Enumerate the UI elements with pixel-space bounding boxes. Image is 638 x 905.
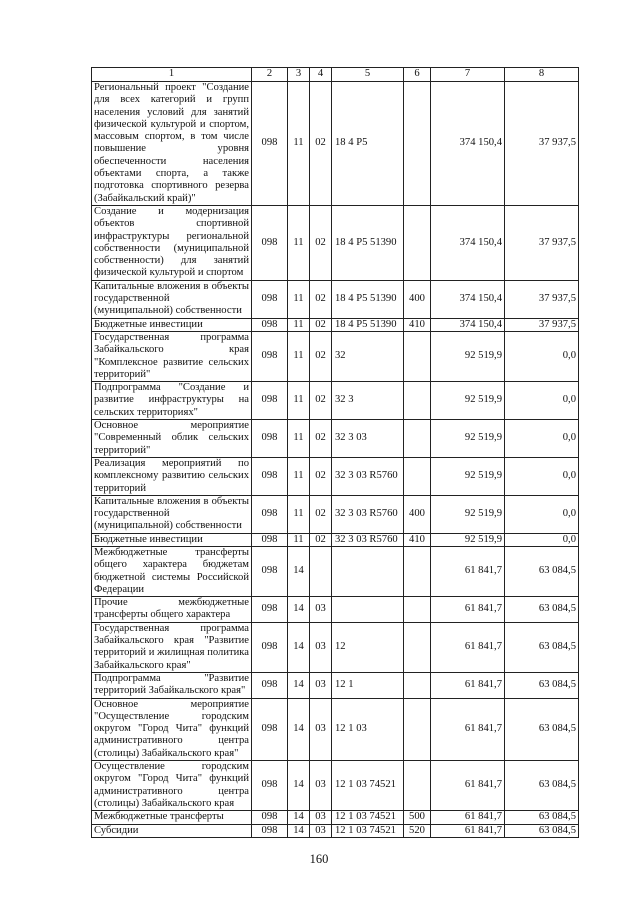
row-grbs-cell: 098 <box>252 811 288 824</box>
row-grbs-cell: 098 <box>252 318 288 331</box>
row-amount-year2-cell: 63 084,5 <box>505 546 579 596</box>
row-grbs-cell: 098 <box>252 82 288 206</box>
row-subsection-cell: 02 <box>310 533 332 546</box>
row-target-code-cell: 32 3 03 <box>332 420 404 458</box>
row-section-cell: 11 <box>288 318 310 331</box>
row-section-cell: 14 <box>288 597 310 623</box>
table-row <box>92 280 579 318</box>
row-expense-type-cell: 520 <box>404 824 431 837</box>
col-header-6: 6 <box>404 68 431 82</box>
row-amount-year2-cell: 37 937,5 <box>505 82 579 206</box>
row-expense-type-cell <box>404 82 431 206</box>
table-row <box>92 811 579 824</box>
row-name-cell: Бюджетные инвестиции <box>92 533 252 546</box>
row-amount-year1-cell: 92 519,9 <box>431 382 505 420</box>
row-target-code-cell: 32 3 <box>332 382 404 420</box>
row-subsection-cell <box>310 546 332 596</box>
row-target-code-cell: 32 3 03 R5760 <box>332 457 404 495</box>
row-grbs-cell: 098 <box>252 698 288 760</box>
row-subsection-cell: 03 <box>310 761 332 811</box>
row-subsection-cell: 03 <box>310 824 332 837</box>
row-name-cell: Государственная программа Забайкальского края "Развитие территорий и жилищная политика Забайкальского края" <box>92 622 252 672</box>
row-target-code-cell: 32 3 03 R5760 <box>332 495 404 533</box>
row-section-cell: 14 <box>288 546 310 596</box>
row-grbs-cell: 098 <box>252 457 288 495</box>
table-row <box>92 382 579 420</box>
row-name-cell: Осуществление городским округом "Город Чита" функций административного центра (столицы) Забайкальского края <box>92 761 252 811</box>
row-amount-year2-cell: 63 084,5 <box>505 698 579 760</box>
row-expense-type-cell <box>404 420 431 458</box>
row-subsection-cell: 03 <box>310 672 332 698</box>
row-expense-type-cell <box>404 761 431 811</box>
row-subsection-cell: 02 <box>310 420 332 458</box>
row-name-cell: Основное мероприятие "Современный облик сельских территорий" <box>92 420 252 458</box>
table-row <box>92 420 579 458</box>
header-row <box>92 68 579 82</box>
col-header-5: 5 <box>332 68 404 82</box>
table-row <box>92 495 579 533</box>
row-grbs-cell: 098 <box>252 546 288 596</box>
row-expense-type-cell: 410 <box>404 533 431 546</box>
row-amount-year1-cell: 374 150,4 <box>431 318 505 331</box>
row-name-cell: Региональный проект "Создание для всех категорий и групп населения условий для занятий физической культурой и спортом, массовым спортом, в том числе повышение уровня обеспеченности населения объектами спорта, а также подготовка спортивного резерва (Забайкальский край)" <box>92 82 252 206</box>
col-header-4: 4 <box>310 68 332 82</box>
row-section-cell: 11 <box>288 420 310 458</box>
table-row <box>92 597 579 623</box>
row-target-code-cell: 12 1 03 <box>332 698 404 760</box>
row-section-cell: 11 <box>288 495 310 533</box>
table-row <box>92 331 579 381</box>
row-target-code-cell <box>332 546 404 596</box>
row-name-cell: Субсидии <box>92 824 252 837</box>
table-row <box>92 533 579 546</box>
row-target-code-cell: 32 3 03 R5760 <box>332 533 404 546</box>
row-grbs-cell: 098 <box>252 622 288 672</box>
row-expense-type-cell: 400 <box>404 280 431 318</box>
row-grbs-cell: 098 <box>252 672 288 698</box>
row-subsection-cell: 03 <box>310 597 332 623</box>
row-section-cell: 11 <box>288 82 310 206</box>
row-amount-year1-cell: 61 841,7 <box>431 698 505 760</box>
row-amount-year2-cell: 0,0 <box>505 382 579 420</box>
row-amount-year1-cell: 374 150,4 <box>431 82 505 206</box>
row-amount-year1-cell: 61 841,7 <box>431 761 505 811</box>
row-target-code-cell <box>332 597 404 623</box>
row-name-cell: Подпрограмма "Развитие территорий Забайкальского края" <box>92 672 252 698</box>
row-amount-year1-cell: 92 519,9 <box>431 457 505 495</box>
row-amount-year2-cell: 37 937,5 <box>505 205 579 280</box>
row-target-code-cell: 18 4 P5 51390 <box>332 318 404 331</box>
row-amount-year1-cell: 61 841,7 <box>431 811 505 824</box>
row-amount-year2-cell: 63 084,5 <box>505 597 579 623</box>
row-grbs-cell: 098 <box>252 824 288 837</box>
row-section-cell: 11 <box>288 205 310 280</box>
row-amount-year2-cell: 63 084,5 <box>505 761 579 811</box>
row-grbs-cell: 098 <box>252 420 288 458</box>
row-amount-year2-cell: 37 937,5 <box>505 318 579 331</box>
row-expense-type-cell <box>404 597 431 623</box>
row-grbs-cell: 098 <box>252 382 288 420</box>
row-target-code-cell: 32 <box>332 331 404 381</box>
row-expense-type-cell <box>404 622 431 672</box>
row-section-cell: 11 <box>288 382 310 420</box>
row-expense-type-cell <box>404 205 431 280</box>
row-amount-year2-cell: 0,0 <box>505 495 579 533</box>
col-header-7: 7 <box>431 68 505 82</box>
row-grbs-cell: 098 <box>252 495 288 533</box>
row-subsection-cell: 02 <box>310 495 332 533</box>
table-row <box>92 622 579 672</box>
budget-table <box>91 67 579 838</box>
row-expense-type-cell: 400 <box>404 495 431 533</box>
row-grbs-cell: 098 <box>252 280 288 318</box>
table-row <box>92 205 579 280</box>
row-section-cell: 14 <box>288 761 310 811</box>
row-target-code-cell: 12 1 03 74521 <box>332 761 404 811</box>
row-section-cell: 14 <box>288 824 310 837</box>
row-subsection-cell: 03 <box>310 622 332 672</box>
row-amount-year2-cell: 0,0 <box>505 533 579 546</box>
row-amount-year2-cell: 0,0 <box>505 457 579 495</box>
row-amount-year1-cell: 374 150,4 <box>431 205 505 280</box>
row-target-code-cell: 18 4 P5 51390 <box>332 280 404 318</box>
row-name-cell: Государственная программа Забайкальского края "Комплексное развитие сельских территорий" <box>92 331 252 381</box>
row-expense-type-cell <box>404 546 431 596</box>
row-name-cell: Капитальные вложения в объекты государственной (муниципальной) собственности <box>92 280 252 318</box>
row-name-cell: Реализация мероприятий по комплексному развитию сельских территорий <box>92 457 252 495</box>
row-target-code-cell: 12 <box>332 622 404 672</box>
row-name-cell: Прочие межбюджетные трансферты общего характера <box>92 597 252 623</box>
row-section-cell: 14 <box>288 622 310 672</box>
table-row <box>92 672 579 698</box>
row-subsection-cell: 03 <box>310 698 332 760</box>
row-expense-type-cell <box>404 698 431 760</box>
row-expense-type-cell: 410 <box>404 318 431 331</box>
table-row <box>92 546 579 596</box>
row-amount-year2-cell: 63 084,5 <box>505 824 579 837</box>
col-header-8: 8 <box>505 68 579 82</box>
row-expense-type-cell <box>404 672 431 698</box>
row-amount-year1-cell: 92 519,9 <box>431 495 505 533</box>
row-name-cell: Основное мероприятие "Осуществление городским округом "Город Чита" функций административного центра (столицы) Забайкальского края" <box>92 698 252 760</box>
table-row <box>92 698 579 760</box>
row-amount-year1-cell: 61 841,7 <box>431 672 505 698</box>
table-row <box>92 824 579 837</box>
row-subsection-cell: 02 <box>310 331 332 381</box>
row-grbs-cell: 098 <box>252 597 288 623</box>
page-number: 160 <box>309 852 329 866</box>
row-name-cell: Межбюджетные трансферты <box>92 811 252 824</box>
row-grbs-cell: 098 <box>252 331 288 381</box>
row-expense-type-cell <box>404 331 431 381</box>
row-name-cell: Бюджетные инвестиции <box>92 318 252 331</box>
row-subsection-cell: 02 <box>310 82 332 206</box>
table-row <box>92 318 579 331</box>
row-subsection-cell: 02 <box>310 318 332 331</box>
row-target-code-cell: 12 1 03 74521 <box>332 811 404 824</box>
row-grbs-cell: 098 <box>252 761 288 811</box>
table-body <box>92 82 579 838</box>
row-grbs-cell: 098 <box>252 205 288 280</box>
row-amount-year1-cell: 374 150,4 <box>431 280 505 318</box>
row-subsection-cell: 02 <box>310 280 332 318</box>
row-name-cell: Межбюджетные трансферты общего характера бюджетам бюджетной системы Российской Федерации <box>92 546 252 596</box>
row-amount-year2-cell: 0,0 <box>505 420 579 458</box>
row-amount-year1-cell: 92 519,9 <box>431 331 505 381</box>
row-target-code-cell: 12 1 <box>332 672 404 698</box>
row-expense-type-cell <box>404 457 431 495</box>
row-subsection-cell: 03 <box>310 811 332 824</box>
row-section-cell: 11 <box>288 331 310 381</box>
row-subsection-cell: 02 <box>310 382 332 420</box>
table-row <box>92 761 579 811</box>
row-section-cell: 11 <box>288 533 310 546</box>
row-section-cell: 14 <box>288 672 310 698</box>
row-amount-year2-cell: 63 084,5 <box>505 622 579 672</box>
col-header-3: 3 <box>288 68 310 82</box>
row-section-cell: 14 <box>288 698 310 760</box>
row-amount-year1-cell: 92 519,9 <box>431 420 505 458</box>
row-name-cell: Капитальные вложения в объекты государственной (муниципальной) собственности <box>92 495 252 533</box>
row-section-cell: 11 <box>288 280 310 318</box>
table-row <box>92 82 579 206</box>
row-grbs-cell: 098 <box>252 533 288 546</box>
row-subsection-cell: 02 <box>310 457 332 495</box>
row-amount-year2-cell: 0,0 <box>505 331 579 381</box>
row-amount-year2-cell: 37 937,5 <box>505 280 579 318</box>
row-amount-year1-cell: 61 841,7 <box>431 824 505 837</box>
row-amount-year2-cell: 63 084,5 <box>505 672 579 698</box>
row-expense-type-cell <box>404 382 431 420</box>
table-row <box>92 457 579 495</box>
row-amount-year2-cell: 63 084,5 <box>505 811 579 824</box>
row-amount-year1-cell: 61 841,7 <box>431 546 505 596</box>
row-section-cell: 11 <box>288 457 310 495</box>
row-subsection-cell: 02 <box>310 205 332 280</box>
row-name-cell: Подпрограмма "Создание и развитие инфраструктуры на сельских территориях" <box>92 382 252 420</box>
row-name-cell: Создание и модернизация объектов спортивной инфраструктуры региональной собственности (муниципальной собственности) для занятий физической культурой и спортом <box>92 205 252 280</box>
row-expense-type-cell: 500 <box>404 811 431 824</box>
row-amount-year1-cell: 61 841,7 <box>431 622 505 672</box>
row-amount-year1-cell: 92 519,9 <box>431 533 505 546</box>
col-header-1: 1 <box>92 68 252 82</box>
col-header-2: 2 <box>252 68 288 82</box>
row-section-cell: 14 <box>288 811 310 824</box>
row-target-code-cell: 18 4 P5 51390 <box>332 205 404 280</box>
row-target-code-cell: 12 1 03 74521 <box>332 824 404 837</box>
row-amount-year1-cell: 61 841,7 <box>431 597 505 623</box>
row-target-code-cell: 18 4 P5 <box>332 82 404 206</box>
